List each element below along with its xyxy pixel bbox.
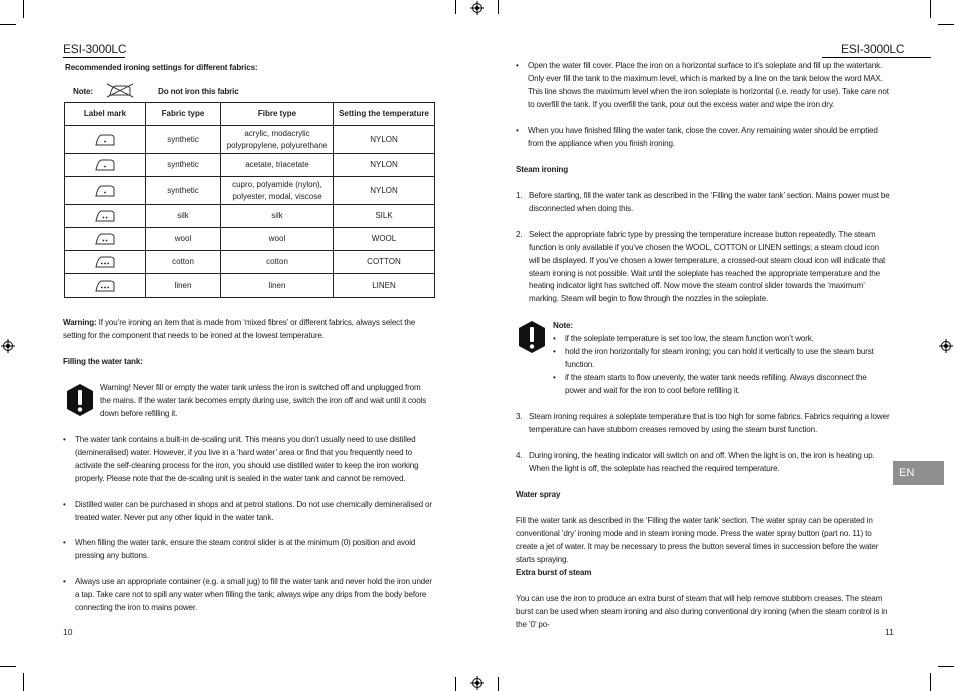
temperature-dot: [106, 217, 108, 219]
step-item: 3. Steam ironing requires a soleplate temperature that is too high for some fabrics. Fabrics requiring a lower temperature can have stubborn creases removed by using the steam burst function.: [516, 412, 890, 434]
steam-steps: [516, 190, 891, 306]
fibre-type-cell: wool: [221, 228, 334, 251]
burst-heading: Extra burst of steam: [516, 568, 592, 577]
note-icon: [517, 320, 547, 354]
do-not-iron-icon: [105, 83, 135, 98]
iron-temperature-icon: [94, 256, 116, 268]
temperature-cell: COTTON: [334, 251, 435, 274]
model-header: ESI-3000LC: [63, 42, 127, 56]
list-item: • Open the water fill cover. Place the iron on a horizontal surface to it’s soleplate and fill up the watertank. Only ever fill the tank to the maximum level, which is marked by a line on the tank below the word MAX. This line shows the maximum level when the iron soleplate is horizontal (i.e. ready for use). Take care not to overfill the tank. If you overfill the tank, pour out the excess water and wipe the iron dry.: [516, 60, 891, 112]
temperature-dot: [104, 191, 106, 193]
list-item: • When filling the water tank, ensure the steam control slider is at the minimum (0) position and avoid pressing any buttons.: [63, 537, 438, 563]
table-row: [65, 205, 435, 228]
temperature-dot: [101, 286, 103, 288]
right-bullets: [516, 60, 891, 150]
note-text: Do not iron this fabric: [158, 87, 239, 96]
temperature-cell: LINEN: [334, 274, 435, 298]
temperature-cell: NYLON: [334, 154, 435, 177]
list-item: • hold the iron horizontally for steam ironing; you can hold it vertically to use the steam burst function.: [553, 346, 889, 372]
list-item: • Always use an appropriate container (e.g. a small jug) to fill the water tank and never hold the iron under a tap. Take care not to spill any water when filling the tank; always wipe any drips from the body before connecting the iron to mains power.: [63, 576, 438, 615]
table-heading: Recommended ironing settings for different fabrics:: [65, 63, 258, 72]
fibre-type-cell: cupro, polyamide (nylon), polyester, modal, viscose: [221, 177, 334, 205]
fibre-type-cell: acetate, triacetate: [221, 154, 334, 177]
temperature-dot: [107, 263, 109, 265]
iron-temperature-icon: [94, 134, 116, 146]
temperature-cell: NYLON: [334, 126, 435, 154]
page-number: 11: [885, 627, 894, 637]
table-row: [65, 251, 435, 274]
filling-bullets: [63, 434, 438, 615]
language-tab: EN: [893, 461, 944, 485]
table-header: Setting the temperature: [334, 103, 435, 126]
table-header: Label mark: [65, 103, 146, 126]
note-label: Note:: [73, 87, 93, 96]
iron-temperature-icon: [94, 210, 116, 222]
warning-label: Warning:: [63, 318, 97, 327]
fabric-type-cell: linen: [146, 274, 221, 298]
fabric-type-cell: synthetic: [146, 177, 221, 205]
warning-icon: [65, 383, 95, 417]
header-rule: [63, 57, 125, 58]
label-mark-cell: [65, 177, 146, 205]
filling-heading: Filling the water tank:: [63, 357, 143, 366]
fibre-type-cell: linen: [221, 274, 334, 298]
label-mark-cell: [65, 251, 146, 274]
iron-temperature-icon: [94, 185, 116, 197]
model-header: ESI-3000LC: [841, 42, 905, 56]
table-row: [65, 126, 435, 154]
fabric-type-cell: cotton: [146, 251, 221, 274]
list-item: • if the steam starts to flow unevenly, the water tank needs refilling. Always disconnect the power and wait for the iron to cool before refilling it.: [553, 372, 889, 398]
note-bullets: [553, 333, 889, 398]
list-item: • Distilled water can be purchased in shops and at petrol stations. Do not use chemically demineralised or treated water. Never put any other liquid in the water tank.: [63, 499, 438, 525]
fabric-type-cell: wool: [146, 228, 221, 251]
step-item: 2. Select the appropriate fabric type by pressing the temperature increase button repeatedly. The steam function is only available if you’ve chosen the WOOL, COTTON or LINEN settings; a steam cloud icon will be displayed. If you’ve chosen a lower temperature, a crossed-out steam cloud icon will indicate that steam ironing is not possible. Wait until the soleplate has reached the appropriate temperature and the heating indicator light has switched off. Now move the steam control slider towards the ‘maximum’ marking. Steam will begin to flow through the nozzles in the soleplate.: [516, 229, 886, 304]
note-label: Note:: [553, 321, 573, 330]
table-row: [65, 228, 435, 251]
header-rule: [822, 57, 931, 58]
fabric-type-cell: silk: [146, 205, 221, 228]
step-item: 1. Before starting, fill the water tank as described in the ‘Filling the water tank’ section. Mains power must be disconnected when doing this.: [516, 191, 890, 213]
fabric-type-cell: synthetic: [146, 126, 221, 154]
temperature-dot: [101, 263, 103, 265]
table-header: Fibre type: [221, 103, 334, 126]
warning-paragraph: [63, 317, 437, 343]
fibre-type-cell: cotton: [221, 251, 334, 274]
label-mark-cell: [65, 274, 146, 298]
temperature-dot: [107, 286, 109, 288]
temperature-dot: [103, 217, 105, 219]
table-row: [65, 274, 435, 298]
list-item: • The water tank contains a built-in de-scaling unit. This means you don’t usually need to use distilled (demineralised) water. However, if you live in a ‘hard water’ area or find that you frequently need to activate the self-cleaning process for the iron, you should use distilled water to keep the iron working properly. Please note that the de-scaling unit is sealed in the water tank and cannot be removed.: [63, 434, 438, 486]
table-row: [65, 154, 435, 177]
label-mark-cell: [65, 205, 146, 228]
step-item: 4. During ironing, the heating indicator will switch on and off. When the light is on, the iron is heating up. When the light is off, the soleplate has reached the required temperature.: [516, 450, 875, 473]
temperature-dot: [104, 286, 106, 288]
temperature-dot: [104, 140, 106, 142]
table-row: [65, 177, 435, 205]
steam-steps-2: [516, 411, 891, 476]
label-mark-cell: [65, 126, 146, 154]
steam-heading: Steam ironing: [516, 165, 569, 174]
page-number: 10: [63, 627, 73, 637]
spray-heading: Water spray: [516, 490, 561, 499]
table-header: Fabric type: [146, 103, 221, 126]
burst-text: You can use the iron to produce an extra burst of steam that will help remove stubborn creases. The steam burst can be used when steam ironing and also during conventional dry ironing (when the steam control is in the ‘0’ po-: [516, 594, 888, 629]
label-mark-cell: [65, 154, 146, 177]
right-page: [477, 0, 954, 691]
temperature-dot: [104, 263, 106, 265]
temperature-dot: [104, 166, 106, 168]
iron-temperature-icon: [94, 233, 116, 245]
temperature-cell: SILK: [334, 205, 435, 228]
warning-box-text: Warning! Never fill or empty the water tank unless the iron is switched off and unplugged from the mains. If the water tank becomes empty during use, switch the iron off and wait until it cools down before refilling it.: [100, 383, 427, 418]
list-item: • if the soleplate temperature is set too low, the steam function won’t work.: [553, 333, 889, 346]
label-mark-cell: [65, 228, 146, 251]
iron-temperature-icon: [94, 280, 116, 292]
fibre-type-cell: silk: [221, 205, 334, 228]
iron-temperature-icon: [94, 159, 116, 171]
fabric-type-cell: synthetic: [146, 154, 221, 177]
fibre-type-cell: acrylic, modacrylic polypropylene, polyurethane: [221, 126, 334, 154]
temperature-dot: [103, 240, 105, 242]
temperature-cell: NYLON: [334, 177, 435, 205]
fabric-settings-table: [64, 102, 435, 298]
spray-text: Fill the water tank as described in the ‘Filling the water tank’ section. The water spray can be operated in conventional ‘dry’ ironing mode and in steam ironing mode. Press the water spray button (part no. 11) to create a jet of water. It may be necessary to press the button several times in succession before the water starts spraying.: [516, 516, 879, 564]
warning-text: If you’re ironing an item that is made from ‘mixed fibres’ or different fabrics, always select the setting for the component that needs to be ironed at the lowest temperature.: [63, 318, 416, 340]
temperature-dot: [106, 240, 108, 242]
temperature-cell: WOOL: [334, 228, 435, 251]
list-item: • When you have finished filling the water tank, close the cover. Any remaining water should be emptied from the appliance when you finish ironing.: [516, 125, 891, 151]
